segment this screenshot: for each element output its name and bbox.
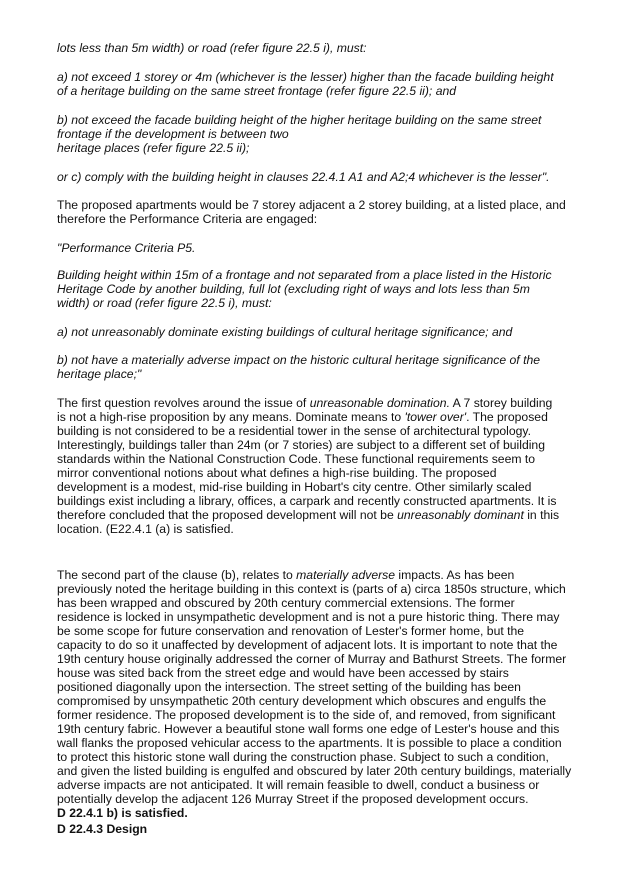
text-line: to protect this historic stone wall during the construction phase. Subject to such a condition,: [57, 750, 549, 764]
text-line: capacity to do so it unaffected by development of adjacent lots. It is important to note that the: [57, 638, 558, 652]
section-heading: [57, 822, 569, 836]
text-line: D 22.4.3 Design: [57, 822, 148, 836]
text-line: wall flanks the proposed vehicular access to the apartments. It is possible to place a condition: [57, 736, 562, 750]
text-line: development is a modest, mid-rise building in Hobart's city centre. Other similarly scaled: [57, 480, 532, 494]
text-line: former residence. The proposed development is to the side of, and removed, from significant: [57, 708, 556, 722]
text-line: therefore the Performance Criteria are engaged:: [57, 212, 318, 226]
text-line: Heritage Code by another building, full lot (excluding right of ways and lots less than 5m: [57, 282, 530, 296]
domination-paragraph: [57, 396, 569, 536]
text-line: and given the listed building is engulfed and obscured by later 20th century buildings, materially: [57, 764, 572, 778]
text-line: mirror conventional notions about what defines a high-rise building. The proposed: [57, 466, 497, 480]
emphasis: materially adverse: [296, 568, 396, 582]
text-line: residence is locked in unsympathetic development and is not a pure historic thing. There may: [57, 610, 560, 624]
text-line: has been wrapped and obscured by 20th century commercial extensions. The former: [57, 596, 515, 610]
text-line: The second part of the clause (b), relates to materially adverse impacts. As has been: [57, 568, 515, 582]
intro-paragraph: [57, 198, 569, 226]
quote-clause-a: [57, 70, 569, 98]
text-line: standards within the National Construction Code. These functional requirements seem to: [57, 452, 536, 466]
emphasis: unreasonably dominant: [397, 508, 524, 522]
text-line: be some scope for future conservation and renovation of Lester's former home, but the: [57, 624, 525, 638]
performance-criteria-heading: [57, 241, 569, 255]
performance-criteria-body: [57, 268, 569, 310]
adverse-impact-paragraph: [57, 568, 572, 820]
text-line: buildings exist including a library, offices, a carpark and recently constructed apartments. It is: [57, 494, 557, 508]
text-line: potentially develop the adjacent 126 Murray Street if the proposed development occurs.: [57, 792, 529, 806]
text-line: frontage if the development is between two: [57, 127, 289, 141]
text-line: house was sited back from the street edge and would have been accessed by stairs: [57, 666, 509, 680]
performance-criteria-clause-a: [57, 325, 569, 339]
text-line: The first question revolves around the issue of unreasonable domination. A 7 storey building: [57, 396, 553, 410]
text-line: "Performance Criteria P5.: [57, 241, 196, 255]
text-line: 19th century fabric. However a beautiful stone wall forms one edge of Lester's house and this: [57, 722, 560, 736]
emphasis: 'tower over': [404, 410, 467, 424]
text-line: therefore concluded that the proposed development will not be unreasonably dominant in this: [57, 508, 560, 522]
text-line: of a heritage building on the same street frontage (refer figure 22.5 ii); and: [57, 84, 457, 98]
text-line: 19th century house originally addressed the corner of Murray and Bathurst Streets. The former: [57, 652, 567, 666]
quote-clause-b: [57, 113, 569, 155]
performance-criteria-clause-b: [57, 353, 569, 381]
text-line: Building height within 15m of a frontage and not separated from a place listed in the Historic: [57, 268, 552, 282]
quote-continuation-line: [57, 41, 569, 55]
quote-clause-c: [57, 170, 569, 184]
text-line: is not a high-rise proposition by any means. Dominate means to 'tower over'. The proposed: [57, 410, 548, 424]
text-line: adverse impacts are not anticipated. It will remain feasible to dwell, conduct a business or: [57, 778, 540, 792]
text-line: The proposed apartments would be 7 storey adjacent a 2 storey building, at a listed place, and: [57, 198, 566, 212]
conclusion-line: D 22.4.1 b) is satisfied.: [57, 806, 188, 820]
text-line: location. (E22.4.1 (a) is satisfied.: [57, 522, 234, 536]
emphasis: unreasonable domination.: [309, 396, 450, 410]
text-line: previously noted the heritage building in this context is (parts of a) circa 1850s structure, which: [57, 582, 566, 596]
text-line: lots less than 5m width) or road (refer figure 22.5 i), must:: [57, 41, 367, 55]
text-line: or c) comply with the building height in clauses 22.4.1 A1 and A2;4 whichever is the lesser".: [57, 170, 550, 184]
text-line: Interestingly, buildings taller than 24m (or 7 stories) are subject to a different set of building: [57, 438, 545, 452]
text-line: heritage place;": [57, 367, 142, 381]
text-line: b) not have a materially adverse impact on the historic cultural heritage significance of the: [57, 353, 541, 367]
text-line: width) or road (refer figure 22.5 i), must:: [57, 296, 272, 310]
text-line: a) not unreasonably dominate existing buildings of cultural heritage significance; and: [57, 325, 513, 339]
text-line: heritage places (refer figure 22.5 ii);: [57, 141, 250, 155]
text-line: b) not exceed the facade building height of the higher heritage building on the same street: [57, 113, 542, 127]
text-line: a) not exceed 1 storey or 4m (whichever is the lesser) higher than the facade building height: [57, 70, 554, 84]
text-line: compromised by unsympathetic 20th century development which obscures and engulfs the: [57, 694, 547, 708]
text-line: positioned diagonally upon the intersection. The street setting of the building has been: [57, 680, 521, 694]
text-line: building is not considered to be a residential tower in the sense of architectural typology.: [57, 424, 532, 438]
